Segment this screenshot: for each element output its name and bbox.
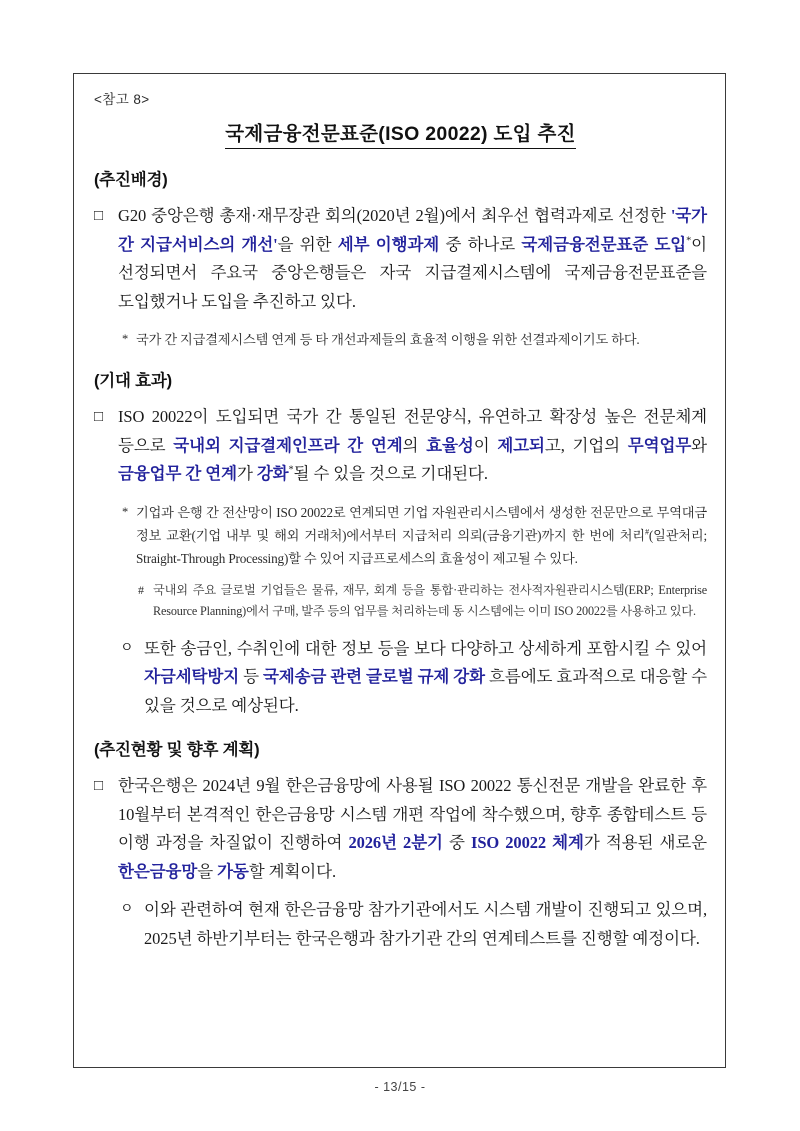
text-run: 흐름에도 효과적으로 대응할 수 있을 것으로 예상된다. <box>144 667 708 715</box>
footnote-marker: * <box>288 464 294 476</box>
sub-bullet-effects-text <box>144 635 707 721</box>
footnote-effects-star <box>94 501 707 570</box>
text-run: ISO 20022이 도입되면 국가 간 통일된 전문양식, 유연하고 확장성 높은 전문체계 등으로 <box>118 407 707 455</box>
emphasis-run: '국가 간 지급서비스의 개선' <box>118 206 707 254</box>
square-bullet-icon: □ <box>94 778 104 794</box>
sub-bullet-status <box>120 896 707 953</box>
footnote-marker: * <box>686 235 692 246</box>
emphasis-run: ISO 20022 체계 <box>471 833 584 852</box>
emphasis-run: 국제금융전문표준 도입 <box>521 234 687 254</box>
footnote-effects-hash-text: 국내외 주요 글로벌 기업들은 물류, 재무, 회계 등을 통합·관리하는 전사적자원관리시스템(ERP; Enterprise Resource Planning)에서 구매, 발주 등의 업무를 처리하는데 동 시스템에는 이미 ISO 20022를 사용하고 있다. <box>153 582 707 618</box>
section-heading-background: (추진배경) <box>94 171 168 189</box>
section-heading-status: (추진현황 및 향후 계획) <box>94 741 260 759</box>
text-run: 한국은행은 2024년 9월 한은금융망에 사용될 ISO 20022 통신전문 개발을 완료한 후 10월부터 본격적인 한은금융망 시스템 개편 작업에 착수했으며, 향후 종합테스트 등 이행 과정을 차질없이 진행하여 <box>118 776 707 852</box>
emphasis-run: 무역업무 <box>627 435 692 455</box>
page-title-text: 국제금융전문표준(ISO 20022) 도입 추진 <box>225 123 576 149</box>
square-bullet-icon: □ <box>94 208 104 224</box>
sub-bullet-status-text: 이와 관련하여 현재 한은금융망 참가기관에서도 시스템 개발이 진행되고 있으며, 2025년 하반기부터는 한국은행과 참가기관 간의 연계테스트를 진행할 예정이다. <box>144 900 707 948</box>
text-run: 을 <box>197 861 218 881</box>
bullet-effects-text <box>118 403 707 489</box>
text-run: 이 선정되면서 주요국 중앙은행들은 자국 지급결제시스템에 국제금융전문표준을 도입했거나 도입을 추진하고 있다. <box>118 234 707 311</box>
emphasis-run: 2026년 2분기 <box>348 833 443 852</box>
footnote-effects-star-text <box>136 501 707 570</box>
text-run: 와 <box>691 435 707 455</box>
text-run: 등 <box>239 667 263 686</box>
text-run: 고, 기업의 <box>544 435 628 455</box>
emphasis-run: 금융업무 간 연계 <box>118 464 237 483</box>
hash-icon: # <box>138 582 144 597</box>
bullet-background <box>94 202 707 316</box>
page-number-footer: - 13/15 - <box>374 1080 426 1094</box>
page-title <box>94 118 707 148</box>
sub-bullet-effects <box>120 635 707 721</box>
text-run: 중 하나로 <box>439 234 522 254</box>
text-run: 가 적용된 새로운 <box>583 833 707 852</box>
bullet-status <box>94 772 707 886</box>
text-run: 을 위한 <box>277 234 338 254</box>
text-run: (일관처리; Straight-Through Processing)할 수 있어 지급프로세스의 효율성이 제고될 수 있다. <box>136 527 707 566</box>
text-run: 이 <box>473 435 498 455</box>
text-run: 중 <box>442 833 471 852</box>
section-heading-effects: (기대 효과) <box>94 372 172 390</box>
text-run: 될 수 있을 것으로 기대된다. <box>293 464 488 483</box>
document-page-frame <box>73 73 726 1068</box>
emphasis-run: 강화 <box>256 464 289 483</box>
text-run: 또한 송금인, 수취인에 대한 정보 등을 보다 다양하고 상세하게 포함시킬 수 있어 <box>144 638 707 658</box>
circle-bullet-icon: ㅇ <box>120 640 134 656</box>
emphasis-run: 국내외 지급결제인프라 간 연계 <box>173 435 403 455</box>
square-bullet-icon: □ <box>94 409 104 425</box>
footnote-marker: # <box>644 527 649 537</box>
text-run: 기업과 은행 간 전산망이 ISO 20022로 연계되면 기업 자원관리시스템에서 생성한 전문만으로 무역대금 정보 교환(기업 내부 및 해외 거래처)에서부터 지급처리 의뢰(금융기관)까지 한 번에 처리 <box>136 504 707 543</box>
emphasis-run: 제고되 <box>497 435 545 455</box>
emphasis-run: 세부 이행과제 <box>337 234 440 254</box>
text-run: 의 <box>402 435 427 455</box>
bullet-status-text <box>118 772 707 886</box>
reference-tag: <참고 8> <box>94 92 150 107</box>
footnote-effects-hash <box>94 580 707 623</box>
text-run: 가 <box>236 464 257 483</box>
emphasis-run: 한은금융망 <box>118 861 198 881</box>
text-run: G20 중앙은행 총재·재무장관 회의(2020년 2월)에서 최우선 협력과제로 선정한 <box>118 206 671 225</box>
asterisk-icon: * <box>122 332 129 346</box>
footnote-background <box>94 328 707 351</box>
emphasis-run: 자금세탁방지 <box>144 667 240 686</box>
text-run: 할 계획이다. <box>248 861 337 881</box>
bullet-effects <box>94 403 707 489</box>
document-content <box>94 88 707 959</box>
emphasis-run: 효율성 <box>426 435 474 455</box>
emphasis-run: 국제송금 관련 글로벌 규제 강화 <box>262 667 485 686</box>
bullet-background-text <box>118 202 707 316</box>
asterisk-icon: * <box>122 504 129 519</box>
emphasis-run: 가동 <box>217 861 249 881</box>
circle-bullet-icon: ㅇ <box>120 902 134 917</box>
footnote-background-text: 국가 간 지급결제시스템 연계 등 타 개선과제들의 효율적 이행을 위한 선결과제이기도 하다. <box>136 332 640 347</box>
